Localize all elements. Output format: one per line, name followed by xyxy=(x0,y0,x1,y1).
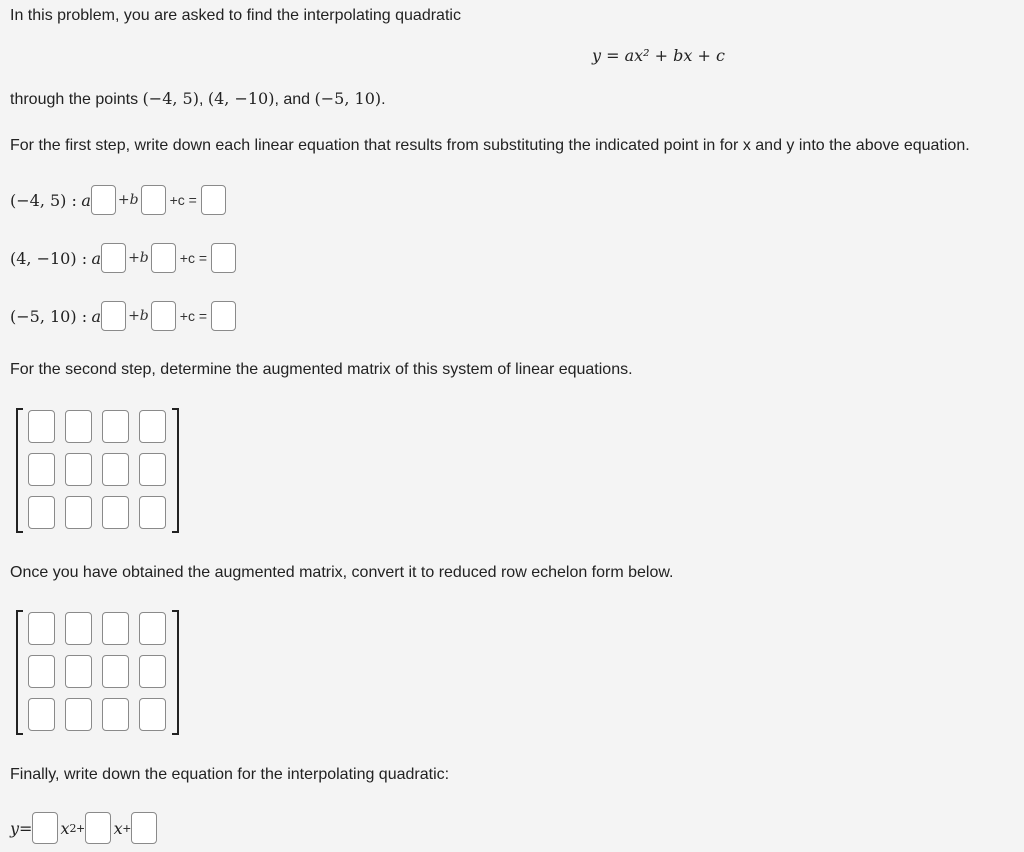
matrix-cell[interactable] xyxy=(139,698,166,731)
plus-sign: + xyxy=(76,820,85,836)
matrix-cell[interactable] xyxy=(102,655,129,688)
equation-point: (4, −10) : xyxy=(10,248,88,268)
matrix-cell[interactable] xyxy=(102,410,129,443)
left-bracket xyxy=(16,610,23,735)
matrix-cell[interactable] xyxy=(139,496,166,529)
rhs-input[interactable] xyxy=(201,185,226,215)
coef-a-label: a xyxy=(91,306,102,326)
step2-text: For the second step, determine the augmented matrix of this system of linear equations. xyxy=(10,361,633,378)
coef-c-label: +c = xyxy=(179,250,208,266)
equation-point: (−5, 10) : xyxy=(10,306,88,326)
matrix-cell[interactable] xyxy=(28,453,55,486)
model-equation: y = ax² + bx + c xyxy=(592,46,725,65)
rref-matrix xyxy=(16,610,179,735)
matrix-cell[interactable] xyxy=(65,655,92,688)
final-equation xyxy=(10,812,157,844)
augmented-matrix xyxy=(16,408,179,533)
matrix-cell[interactable] xyxy=(65,612,92,645)
points-and: and xyxy=(283,91,311,108)
x2-label: x xyxy=(60,818,70,838)
points-prefix: through the points xyxy=(10,91,139,108)
coef-a-label: a xyxy=(91,248,102,268)
coef-b-label: +b xyxy=(128,250,149,266)
equation-row-3 xyxy=(10,301,236,331)
point-2: (4, −10) xyxy=(207,89,275,108)
point-1: (−4, 5) xyxy=(142,89,199,108)
left-bracket xyxy=(16,408,23,533)
a-input[interactable] xyxy=(101,301,126,331)
coef-a-label: a xyxy=(81,190,91,210)
matrix-cell[interactable] xyxy=(65,496,92,529)
equation-row-2 xyxy=(10,243,236,273)
b-input[interactable] xyxy=(141,185,166,215)
equation-row-1 xyxy=(10,185,226,215)
matrix-cell[interactable] xyxy=(139,453,166,486)
matrix-cell[interactable] xyxy=(65,453,92,486)
matrix-cell[interactable] xyxy=(102,612,129,645)
plus-sign: + xyxy=(122,820,131,836)
matrix-cell[interactable] xyxy=(28,612,55,645)
coef-b-label: +b xyxy=(117,192,139,208)
x2-coefficient-input[interactable] xyxy=(32,812,58,844)
x-coefficient-input[interactable] xyxy=(85,812,111,844)
a-input[interactable] xyxy=(101,243,126,273)
matrix-cell[interactable] xyxy=(139,655,166,688)
rref-matrix-grid xyxy=(28,612,166,731)
matrix-cell[interactable] xyxy=(102,453,129,486)
points-text: through the points (−4, 5), (4, −10), and (−5, 10). xyxy=(10,89,386,108)
right-bracket xyxy=(172,408,179,533)
step3-text: Once you have obtained the augmented matrix, convert it to reduced row echelon form below. xyxy=(10,564,674,581)
matrix-cell[interactable] xyxy=(28,410,55,443)
a-input[interactable] xyxy=(91,185,116,215)
matrix-cell[interactable] xyxy=(139,612,166,645)
rhs-input[interactable] xyxy=(211,243,236,273)
coef-b-label: +b xyxy=(128,308,149,324)
augmented-matrix-grid xyxy=(28,410,166,529)
rhs-input[interactable] xyxy=(211,301,236,331)
b-input[interactable] xyxy=(151,301,176,331)
matrix-cell[interactable] xyxy=(102,698,129,731)
matrix-cell[interactable] xyxy=(28,496,55,529)
coef-c-label: +c = xyxy=(169,192,197,208)
matrix-cell[interactable] xyxy=(28,655,55,688)
step1-text: For the first step, write down each linear equation that results from substituting the indicated point in for x and y into the above equation. xyxy=(10,137,970,154)
matrix-cell[interactable] xyxy=(65,698,92,731)
intro-text: In this problem, you are asked to find the interpolating quadratic xyxy=(10,7,461,24)
right-bracket xyxy=(172,610,179,735)
step4-text: Finally, write down the equation for the interpolating quadratic: xyxy=(10,766,450,783)
constant-input[interactable] xyxy=(131,812,157,844)
matrix-cell[interactable] xyxy=(65,410,92,443)
matrix-cell[interactable] xyxy=(102,496,129,529)
b-input[interactable] xyxy=(151,243,176,273)
y-label: y= xyxy=(10,818,33,838)
equation-point: (−4, 5) : xyxy=(10,190,77,210)
x-label: x xyxy=(113,818,123,838)
exponent: 2 xyxy=(69,821,77,835)
matrix-cell[interactable] xyxy=(139,410,166,443)
point-3: (−5, 10) xyxy=(314,89,382,108)
matrix-cell[interactable] xyxy=(28,698,55,731)
coef-c-label: +c = xyxy=(179,308,208,324)
